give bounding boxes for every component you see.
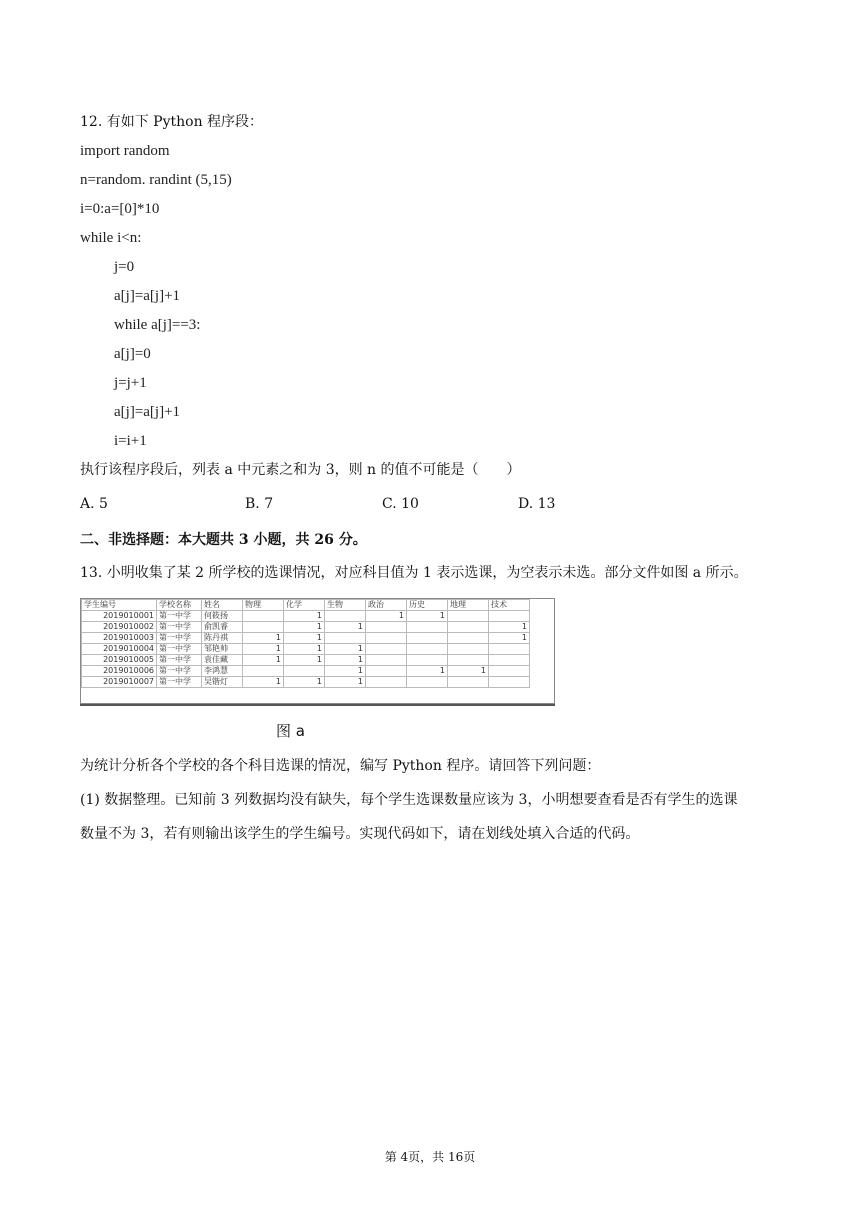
table-cell: 1 bbox=[407, 611, 448, 622]
option-c: C. 10 bbox=[382, 496, 419, 512]
table-cell bbox=[407, 622, 448, 633]
table-cell: 1 bbox=[243, 644, 284, 655]
header-cell: 化学 bbox=[284, 600, 325, 611]
table-cell bbox=[407, 644, 448, 655]
table-cell bbox=[284, 666, 325, 677]
table-cell: 1 bbox=[407, 666, 448, 677]
header-cell: 物理 bbox=[243, 600, 284, 611]
table-cell bbox=[243, 611, 284, 622]
table-cell bbox=[325, 633, 366, 644]
page-footer: 第 4页，共 16页 bbox=[384, 1150, 476, 1164]
table-cell: 1 bbox=[489, 633, 530, 644]
code-line-8: a[j]=0 bbox=[114, 346, 151, 362]
table-cell bbox=[366, 644, 407, 655]
table-row bbox=[82, 666, 530, 677]
table-cell bbox=[489, 666, 530, 677]
table-cell: 1 bbox=[325, 644, 366, 655]
table-cell: 1 bbox=[325, 666, 366, 677]
table-cell: 2019010001 bbox=[82, 611, 157, 622]
table-cell: 1 bbox=[243, 633, 284, 644]
table-cell: 1 bbox=[284, 633, 325, 644]
code-line-5: j=0 bbox=[114, 259, 135, 275]
option-b: B. 7 bbox=[245, 496, 274, 512]
table-row bbox=[82, 622, 530, 633]
header-cell: 政治 bbox=[366, 600, 407, 611]
table-cell bbox=[448, 622, 489, 633]
selection-table bbox=[81, 599, 530, 688]
table-cell bbox=[489, 611, 530, 622]
table-cell: 陈丹祺 bbox=[202, 633, 243, 644]
table-cell bbox=[366, 633, 407, 644]
code-line-9: j=j+1 bbox=[114, 375, 147, 391]
table-cell: 1 bbox=[284, 644, 325, 655]
table-cell: 第一中学 bbox=[157, 622, 202, 633]
table-cell: 李鸿慧 bbox=[202, 666, 243, 677]
table-cell: 1 bbox=[366, 611, 407, 622]
table-row bbox=[82, 611, 530, 622]
q12-question: 执行该程序段后，列表 a 中元素之和为 3，则 n 的值不可能是（ ） bbox=[80, 462, 521, 478]
table-cell: 1 bbox=[325, 655, 366, 666]
table-cell: 2019010003 bbox=[82, 633, 157, 644]
table-cell bbox=[407, 677, 448, 688]
table-cell: 1 bbox=[284, 622, 325, 633]
table-cell bbox=[243, 666, 284, 677]
option-a: A. 5 bbox=[80, 496, 108, 512]
table-cell bbox=[448, 611, 489, 622]
q12-intro: 12. 有如下 Python 程序段： bbox=[80, 114, 264, 130]
table-cell: 吴锴灯 bbox=[202, 677, 243, 688]
table-cell bbox=[489, 655, 530, 666]
table-cell: 1 bbox=[325, 677, 366, 688]
table-cell: 俞凯睿 bbox=[202, 622, 243, 633]
option-d: D. 13 bbox=[518, 496, 556, 512]
table-cell: 第一中学 bbox=[157, 677, 202, 688]
header-cell: 生物 bbox=[325, 600, 366, 611]
figure-a-table bbox=[80, 598, 555, 704]
table-cell: 1 bbox=[243, 677, 284, 688]
table-cell: 2019010006 bbox=[82, 666, 157, 677]
header-cell: 学校名称 bbox=[157, 600, 202, 611]
table-cell bbox=[243, 622, 284, 633]
q13-para1: 为统计分析各个学校的各个科目选课的情况，编写 Python 程序。请回答下列问题： bbox=[80, 758, 601, 774]
q13-intro: 13. 小明收集了某 2 所学校的选课情况，对应科目值为 1 表示选课，为空表示未选。部分文件如图 a 所示。 bbox=[80, 565, 748, 581]
q13-para2-line2: 数量不为 3，若有则输出该学生的学生编号。实现代码如下，请在划线处填入合适的代码。 bbox=[80, 826, 640, 842]
code-line-1: import random bbox=[80, 143, 170, 159]
table-cell: 1 bbox=[448, 666, 489, 677]
table-cell bbox=[407, 633, 448, 644]
header-cell: 历史 bbox=[407, 600, 448, 611]
code-line-6: a[j]=a[j]+1 bbox=[114, 288, 181, 304]
table-row bbox=[82, 655, 530, 666]
code-line-10: a[j]=a[j]+1 bbox=[114, 404, 181, 420]
table-cell bbox=[407, 655, 448, 666]
header-cell: 技术 bbox=[489, 600, 530, 611]
table-cell: 1 bbox=[284, 655, 325, 666]
code-line-3: i=0:a=[0]*10 bbox=[80, 201, 160, 217]
table-cell bbox=[448, 644, 489, 655]
table-row bbox=[82, 633, 530, 644]
code-line-7: while a[j]==3: bbox=[114, 317, 201, 333]
table-cell: 邹艳帅 bbox=[202, 644, 243, 655]
table-cell: 第一中学 bbox=[157, 633, 202, 644]
header-cell: 姓名 bbox=[202, 600, 243, 611]
table-cell bbox=[448, 677, 489, 688]
table-cell: 2019010005 bbox=[82, 655, 157, 666]
table-row bbox=[82, 677, 530, 688]
table-cell: 1 bbox=[284, 677, 325, 688]
q13-para2-line1: (1) 数据整理。已知前 3 列数据均没有缺失，每个学生选课数量应该为 3，小明想要查看是否有学生的选课 bbox=[80, 792, 738, 808]
header-cell: 地理 bbox=[448, 600, 489, 611]
table-cell bbox=[366, 677, 407, 688]
table-row bbox=[82, 644, 530, 655]
table-cell: 1 bbox=[284, 611, 325, 622]
table-cell: 何筱扬 bbox=[202, 611, 243, 622]
figure-caption: 图 a bbox=[276, 722, 305, 740]
table-cell: 1 bbox=[243, 655, 284, 666]
table-cell bbox=[366, 666, 407, 677]
code-line-11: i=i+1 bbox=[114, 433, 147, 449]
table-cell: 第一中学 bbox=[157, 644, 202, 655]
code-line-2: n=random. randint (5,15) bbox=[80, 172, 232, 188]
table-cell: 第一中学 bbox=[157, 611, 202, 622]
table-cell: 袁佳藏 bbox=[202, 655, 243, 666]
table-cell: 2019010002 bbox=[82, 622, 157, 633]
table-cell bbox=[448, 655, 489, 666]
section-heading: 二、非选择题：本大题共 3 小题，共 26 分。 bbox=[80, 532, 367, 548]
table-cell bbox=[366, 655, 407, 666]
table-header-row bbox=[82, 600, 530, 611]
table-cell: 1 bbox=[489, 622, 530, 633]
code-line-4: while i<n: bbox=[80, 230, 142, 246]
table-cell bbox=[325, 611, 366, 622]
table-cell bbox=[489, 677, 530, 688]
table-cell: 第一中学 bbox=[157, 655, 202, 666]
table-cell bbox=[448, 633, 489, 644]
header-cell: 学生编号 bbox=[82, 600, 157, 611]
table-cell: 2019010007 bbox=[82, 677, 157, 688]
table-cell: 第一中学 bbox=[157, 666, 202, 677]
table-cell: 2019010004 bbox=[82, 644, 157, 655]
table-cell: 1 bbox=[325, 622, 366, 633]
table-cell bbox=[366, 622, 407, 633]
table-cell bbox=[489, 644, 530, 655]
